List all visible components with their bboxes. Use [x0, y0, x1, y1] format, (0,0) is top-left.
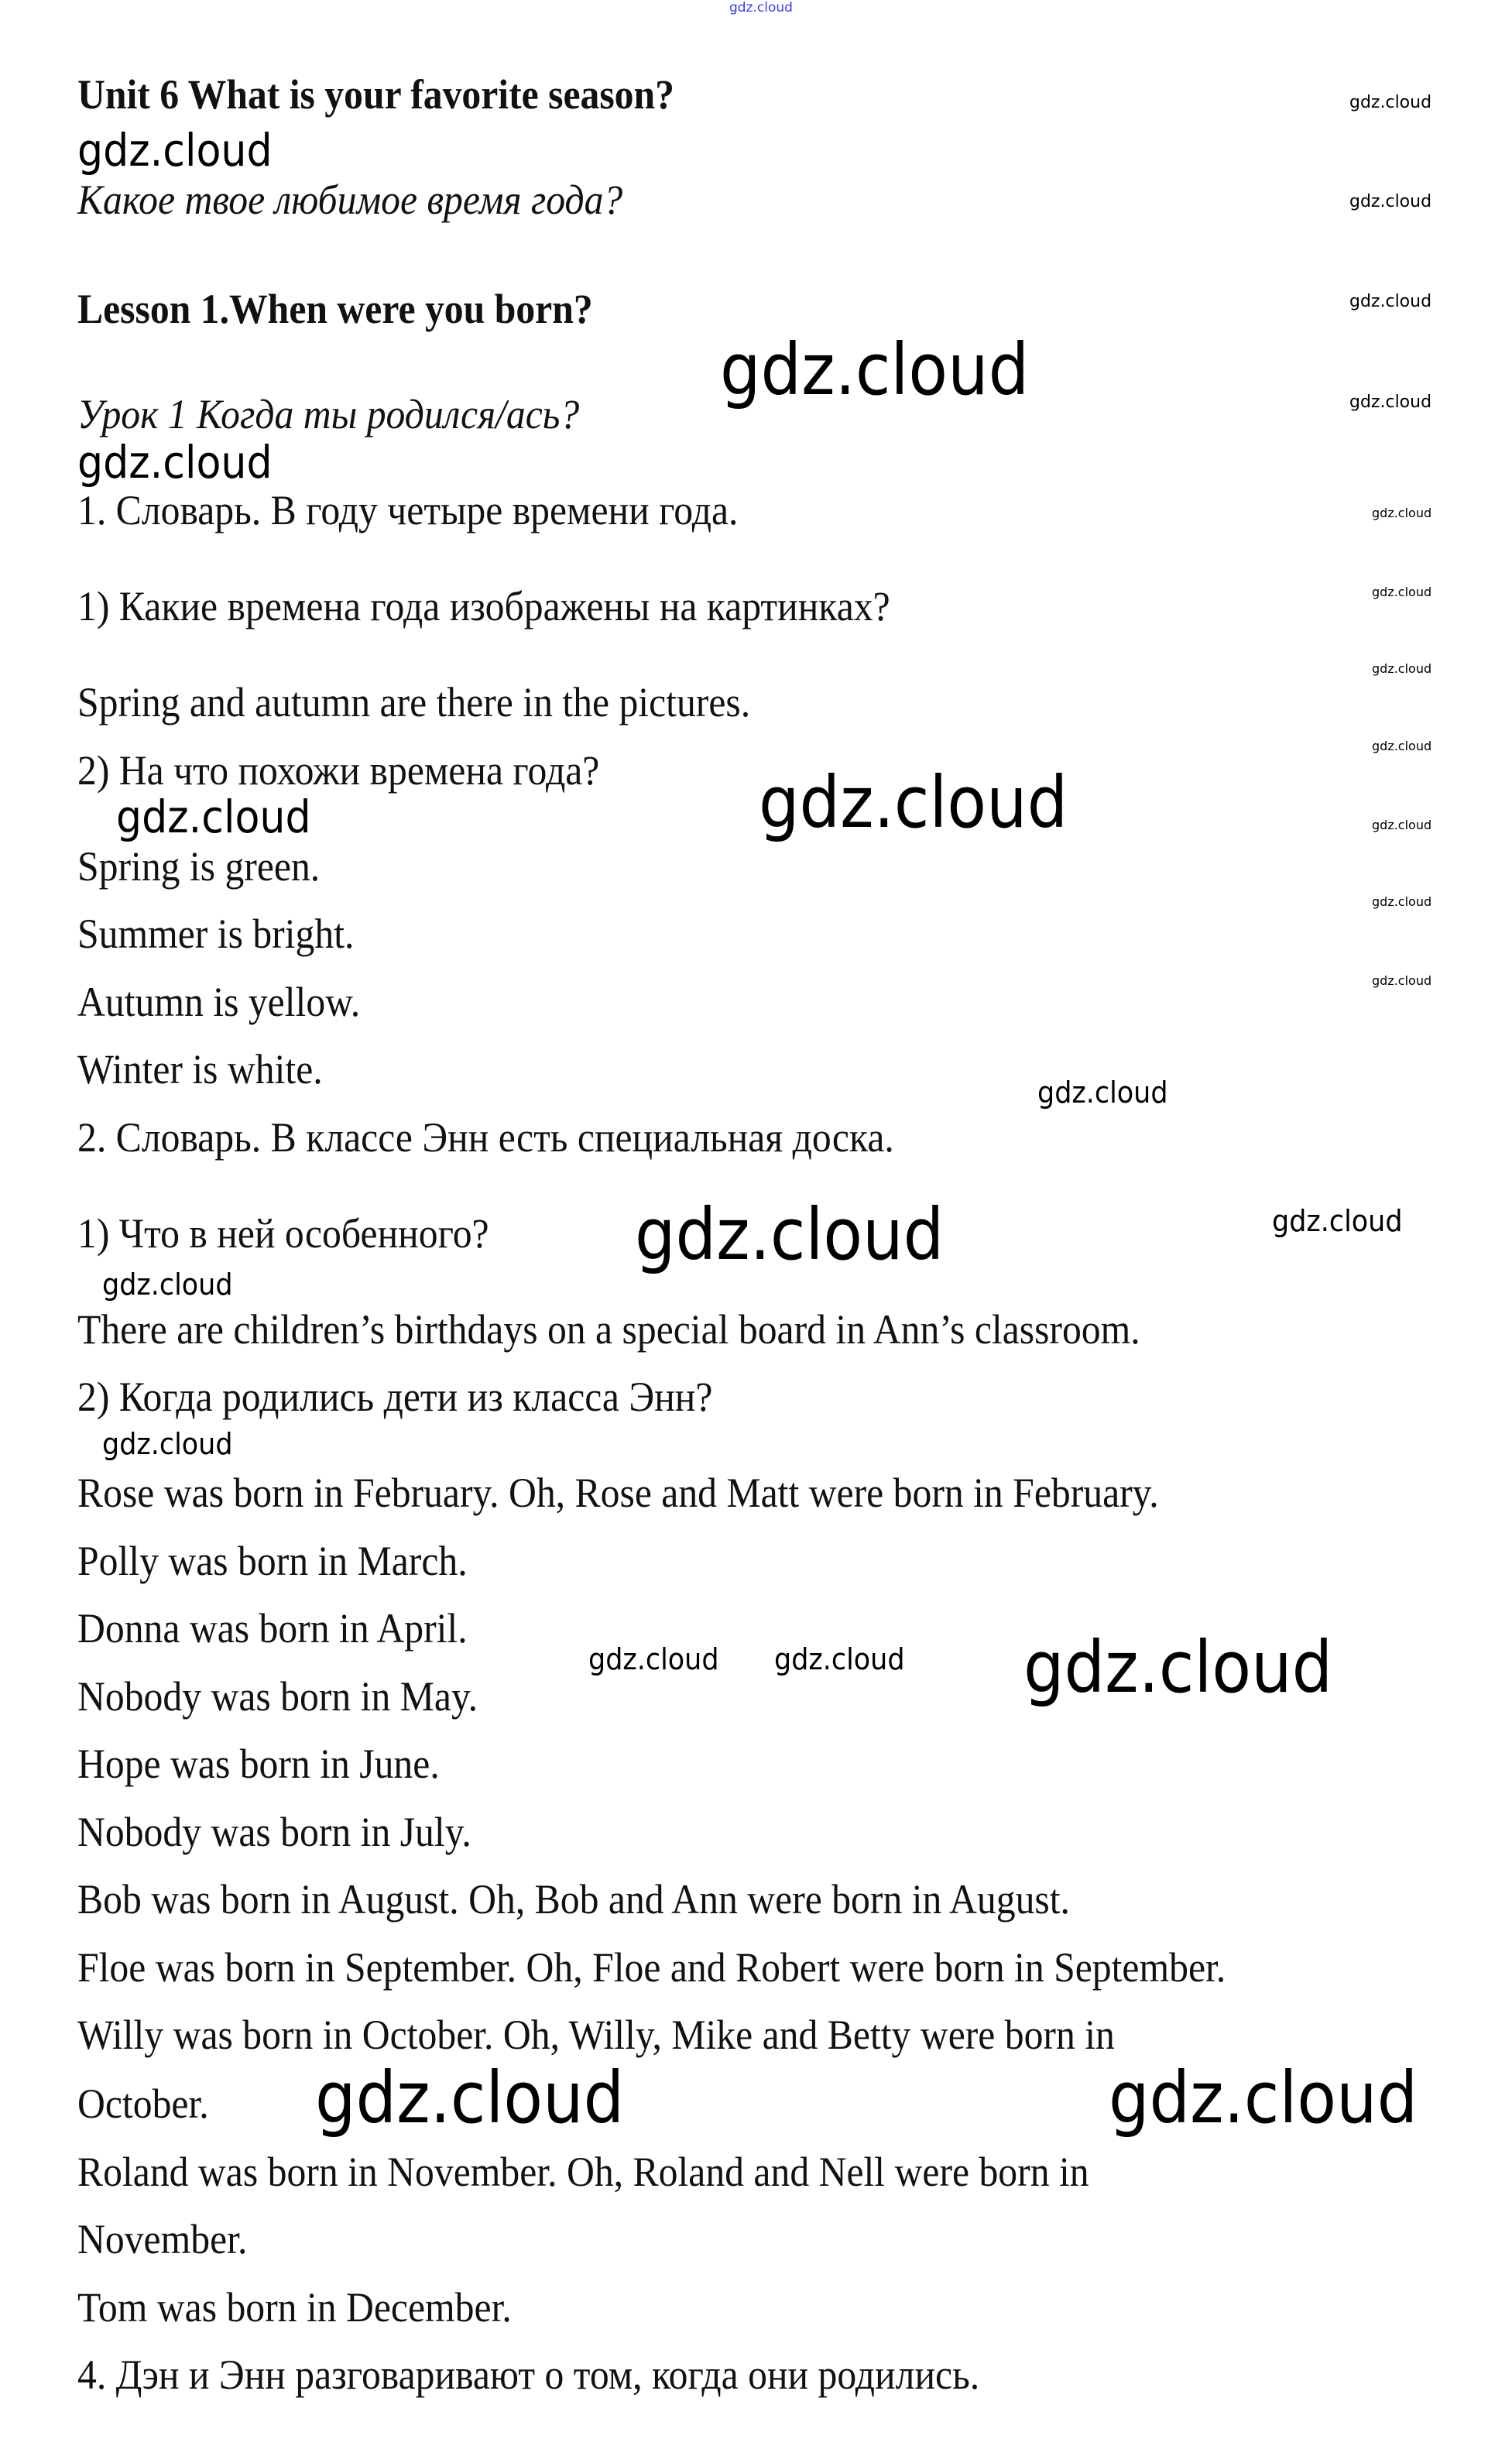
answer: October. [77, 2080, 209, 2127]
exercise-heading: 2. Словарь. В классе Энн есть специальная доска. [77, 1114, 894, 1161]
answer: Bob was born in August. Oh, Bob and Ann were born in August. [77, 1876, 1070, 1923]
watermark: gdz.cloud [1372, 818, 1432, 832]
answer: Nobody was born in May. [77, 1673, 478, 1720]
watermark: gdz.cloud [102, 1267, 233, 1302]
exercise-heading: 4. Дэн и Энн разговаривают о том, когда они родились. [77, 2351, 980, 2398]
answer: Winter is white. [77, 1046, 323, 1093]
lesson-title: Lesson 1.When were you born? [77, 286, 593, 332]
watermark: gdz.cloud [1372, 661, 1432, 676]
watermark: gdz.cloud [1372, 506, 1432, 520]
question: 2) На что похожи времена года? [77, 747, 600, 794]
watermark: gdz.cloud [1023, 1626, 1333, 1709]
watermark: gdz.cloud [1372, 585, 1432, 599]
unit-title: Unit 6 What is your favorite season? [77, 71, 674, 118]
watermark: gdz.cloud [315, 2056, 625, 2139]
watermark: gdz.cloud [116, 791, 311, 843]
answer: Autumn is yellow. [77, 979, 361, 1025]
watermark: gdz.cloud [1037, 1075, 1168, 1110]
answer: Willy was born in October. Oh, Willy, Mike and Betty were born in [77, 2012, 1115, 2058]
watermark: gdz.cloud [1349, 192, 1432, 211]
answer: Summer is bright. [77, 911, 355, 957]
watermark: gdz.cloud [635, 1193, 945, 1276]
lesson-title-translation: Урок 1 Когда ты родился/ась? [77, 391, 580, 437]
watermark: gdz.cloud [1372, 894, 1432, 909]
answer: Donna was born in April. [77, 1605, 468, 1652]
answer: Roland was born in November. Oh, Roland and Nell were born in [77, 2149, 1089, 2195]
watermark: gdz.cloud [1349, 93, 1432, 112]
answer: Tom was born in December. [77, 2284, 512, 2331]
question: 1) Какие времена года изображены на картинках? [77, 583, 890, 629]
answer: November. [77, 2216, 248, 2262]
answer: Nobody was born in July. [77, 1809, 471, 1855]
watermark: gdz.cloud [1372, 973, 1432, 988]
watermark: gdz.cloud [759, 761, 1068, 844]
exercise-heading: 1. Словарь. В году четыре времени года. [77, 487, 739, 533]
watermark: gdz.cloud [1372, 739, 1432, 753]
watermark: gdz.cloud [588, 1642, 719, 1676]
answer: Spring and autumn are there in the pictures. [77, 679, 751, 725]
answer: There are children’s birthdays on a special board in Ann’s classroom. [77, 1306, 1140, 1353]
watermark: gdz.cloud [720, 328, 1030, 411]
watermark: gdz.cloud [1109, 2056, 1418, 2139]
watermark: gdz.cloud [1349, 292, 1432, 311]
unit-title-translation: Какое твое любимое время года? [77, 177, 623, 223]
watermark: gdz.cloud [77, 436, 273, 489]
watermark: gdz.cloud [102, 1427, 233, 1461]
watermark: gdz.cloud [1272, 1204, 1403, 1238]
question: 1) Что в ней особенного? [77, 1210, 489, 1257]
watermark: gdz.cloud [1349, 393, 1432, 412]
answer: Polly was born in March. [77, 1538, 468, 1584]
answer: Rose was born in February. Oh, Rose and Matt were born in February. [77, 1470, 1159, 1516]
watermark: gdz.cloud [77, 124, 273, 177]
answer: Hope was born in June. [77, 1741, 440, 1787]
answer: Spring is green. [77, 843, 321, 890]
watermark: gdz.cloud [729, 0, 793, 15]
answer: Floe was born in September. Oh, Floe and Robert were born in September. [77, 1944, 1226, 1991]
question: 2) Когда родились дети из класса Энн? [77, 1374, 713, 1420]
watermark: gdz.cloud [774, 1642, 905, 1676]
